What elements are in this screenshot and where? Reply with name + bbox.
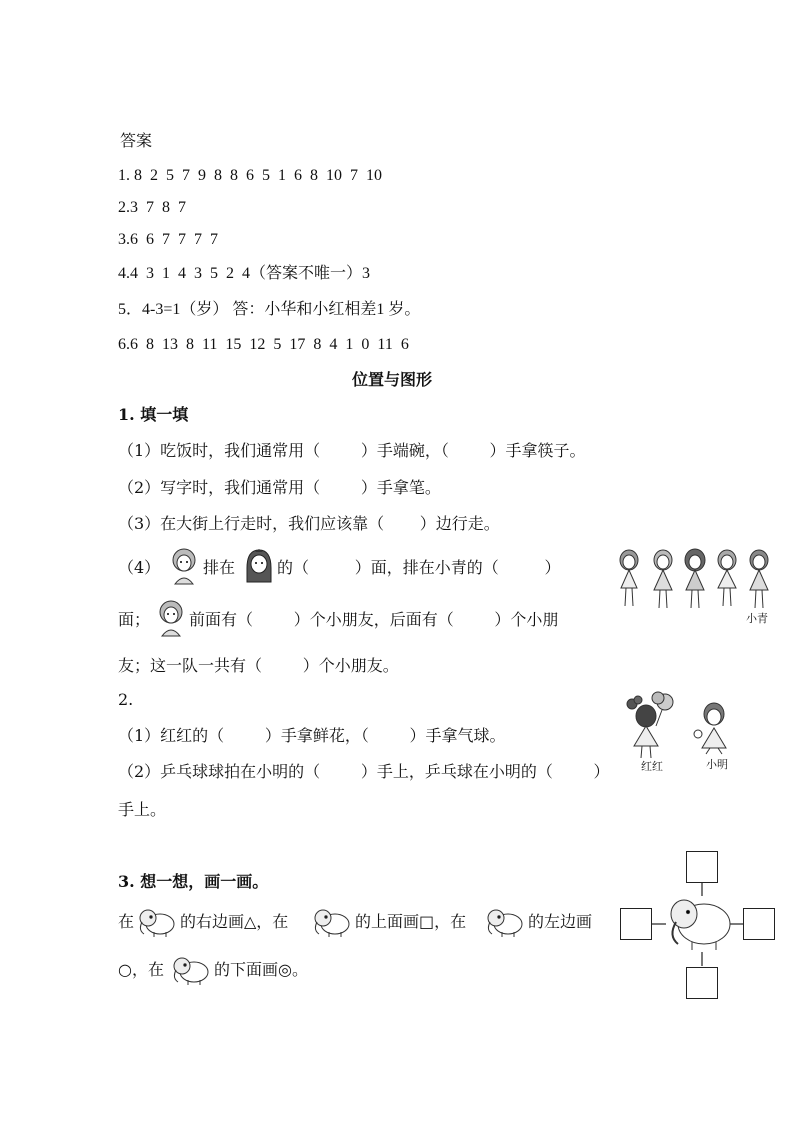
q2-title: 2. <box>118 690 134 709</box>
answer-line-3: 3.6 6 7 7 7 7 <box>118 231 218 248</box>
elephant-icon <box>486 906 526 938</box>
q3-line-2-rest: 的下面画◎。 <box>214 960 308 979</box>
answer-line-6: 6.6 8 13 8 11 15 12 5 17 8 4 1 0 11 6 <box>118 336 409 353</box>
bottom-drawing-box[interactable] <box>686 967 718 999</box>
q1-line-3: （3）在大街上行走时，我们应该靠（ ）边行走。 <box>118 514 500 533</box>
q3-line-1-prefix: 在 <box>118 912 135 931</box>
q1-line-4-rest: 的（ ）面，排在小青的（ ） <box>277 558 561 577</box>
q1-line-1: （1）吃饭时，我们通常用（ ）手端碗，（ ）手拿筷子。 <box>118 441 586 460</box>
xiaoming-pingpong-illustration <box>692 700 732 756</box>
figure-label-xiaoqing: 小青 <box>746 612 768 625</box>
answer-line-4: 4.4 3 1 4 3 5 2 4（答案不唯一）3 <box>118 265 371 282</box>
girl-a-icon <box>155 598 187 638</box>
q3-title: 3. 想一想，画一画。 <box>118 872 269 891</box>
q1-line-5-rest: 前面有（ ）个小朋友，后面有（ ）个小朋 <box>189 610 559 629</box>
answer-line-5: 5．4-3=1（岁） 答：小华和小红相差1 岁。 <box>118 301 421 318</box>
q3-line-1-seg2: 的右边画△，在 <box>180 912 289 931</box>
q1-title: 1. 填一填 <box>118 405 189 424</box>
q1-line-4-prefix: （4） <box>118 558 161 577</box>
answer-line-2: 2.3 7 8 7 <box>118 199 186 216</box>
q1-line-5-prefix: 面； <box>118 610 151 629</box>
top-drawing-box[interactable] <box>686 851 718 883</box>
q2-line-2: （2）乒乓球球拍在小明的（ ）手上，乒乓球在小明的（ ） <box>118 762 610 781</box>
elephant-icon <box>313 906 353 938</box>
girl-b-icon <box>243 546 275 586</box>
figure-label-xiaoming: 小明 <box>706 758 728 771</box>
q1-line-2: （2）写字时，我们通常用（ ）手拿笔。 <box>118 478 441 497</box>
elephant-icon <box>138 906 178 938</box>
q3-line-2-prefix: ○，在 <box>118 960 164 979</box>
q3-line-1-seg3: 的上面画□，在 <box>355 912 467 931</box>
q1-line-4-mid: 排在 <box>203 558 236 577</box>
honghong-with-flowers-balloon-illustration <box>620 690 680 760</box>
q3-line-1-seg4: 的左边画 <box>528 912 593 931</box>
q1-line-6: 友；这一队一共有（ ）个小朋友。 <box>118 656 399 675</box>
right-drawing-box[interactable] <box>743 908 775 940</box>
section-title: 位置与图形 <box>352 370 433 389</box>
answers-heading: 答案 <box>120 131 153 150</box>
left-drawing-box[interactable] <box>620 908 652 940</box>
answer-line-1: 1. 8 2 5 7 9 8 8 6 5 1 6 8 10 7 10 <box>118 167 382 184</box>
girl-a-icon <box>168 546 200 586</box>
figure-label-honghong: 红红 <box>641 760 663 773</box>
q2-line-1: （1）红红的（ ）手拿鲜花，（ ）手拿气球。 <box>118 726 506 745</box>
elephant-icon <box>172 954 212 986</box>
queue-of-girls-illustration <box>614 548 774 614</box>
q2-line-3: 手上。 <box>118 800 167 819</box>
